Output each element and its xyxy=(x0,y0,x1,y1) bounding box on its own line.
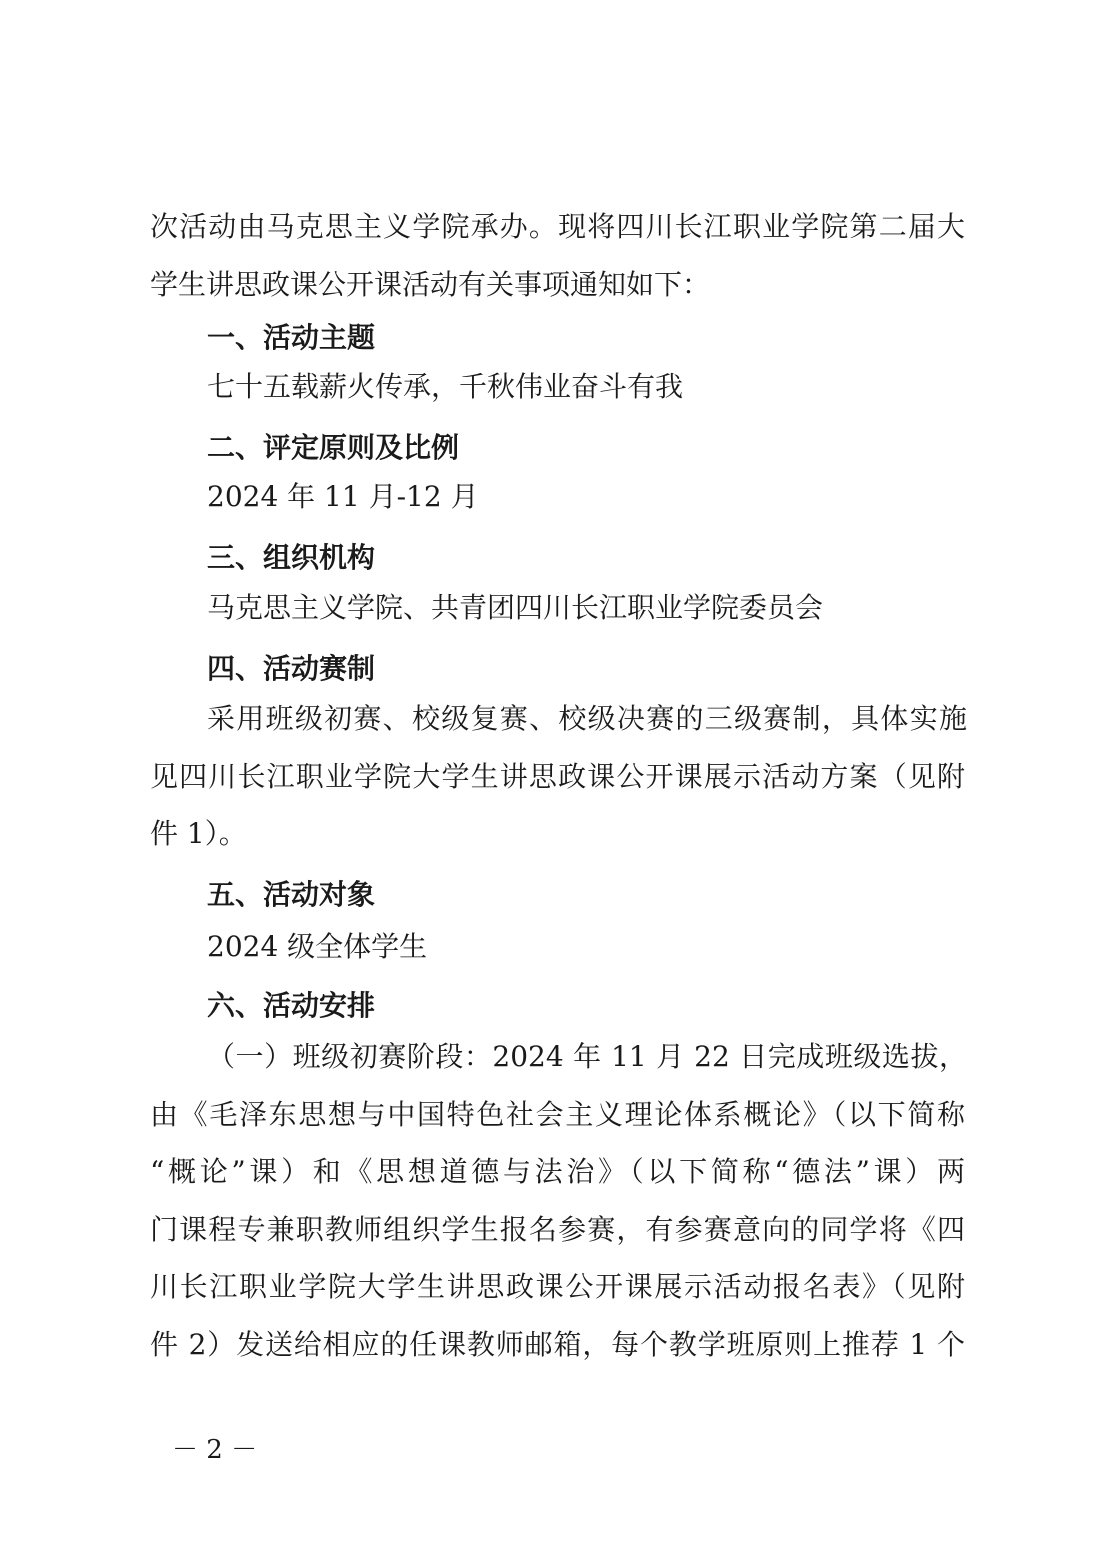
section-text: 七十五载薪火传承，千秋伟业奋斗有我 xyxy=(207,370,684,403)
section-heading-participants: 五、活动对象 xyxy=(207,878,376,911)
section-text: 2024 级全体学生 xyxy=(207,930,428,963)
page-number: － 2 － xyxy=(172,1435,258,1465)
section-text: 川长江职业学院大学生讲思政课公开课展示活动报名表》（见附 xyxy=(150,1270,965,1303)
section-heading-format: 四、活动赛制 xyxy=(207,652,376,685)
section-heading-principles: 二、评定原则及比例 xyxy=(207,431,460,464)
section-heading-organization: 三、组织机构 xyxy=(207,541,376,574)
section-text: 件 1）。 xyxy=(150,817,247,850)
intro-line: 次活动由马克思主义学院承办。现将四川长江职业学院第二届大 xyxy=(150,210,965,243)
section-text: 件 2）发送给相应的任课教师邮箱，每个教学班原则上推荐 1 个 xyxy=(150,1328,965,1361)
section-text: （一）班级初赛阶段：2024 年 11 月 22 日完成班级选拔， xyxy=(207,1040,967,1073)
section-text: 门课程专兼职教师组织学生报名参赛，有参赛意向的同学将《四 xyxy=(150,1213,965,1246)
intro-line: 学生讲思政课公开课活动有关事项通知如下： xyxy=(150,268,711,301)
section-text: “概论”课）和《思想道德与法治》（以下简称“德法”课）两 xyxy=(150,1155,965,1188)
section-heading-schedule: 六、活动安排 xyxy=(207,989,376,1022)
section-text: 采用班级初赛、校级复赛、校级决赛的三级赛制，具体实施 xyxy=(207,702,967,735)
section-heading-theme: 一、活动主题 xyxy=(207,321,376,354)
section-text: 见四川长江职业学院大学生讲思政课公开课展示活动方案（见附 xyxy=(150,760,965,793)
section-text: 由《毛泽东思想与中国特色社会主义理论体系概论》（以下简称 xyxy=(150,1098,965,1131)
section-text: 马克思主义学院、共青团四川长江职业学院委员会 xyxy=(207,591,824,624)
section-text: 2024 年 11 月-12 月 xyxy=(207,480,479,513)
